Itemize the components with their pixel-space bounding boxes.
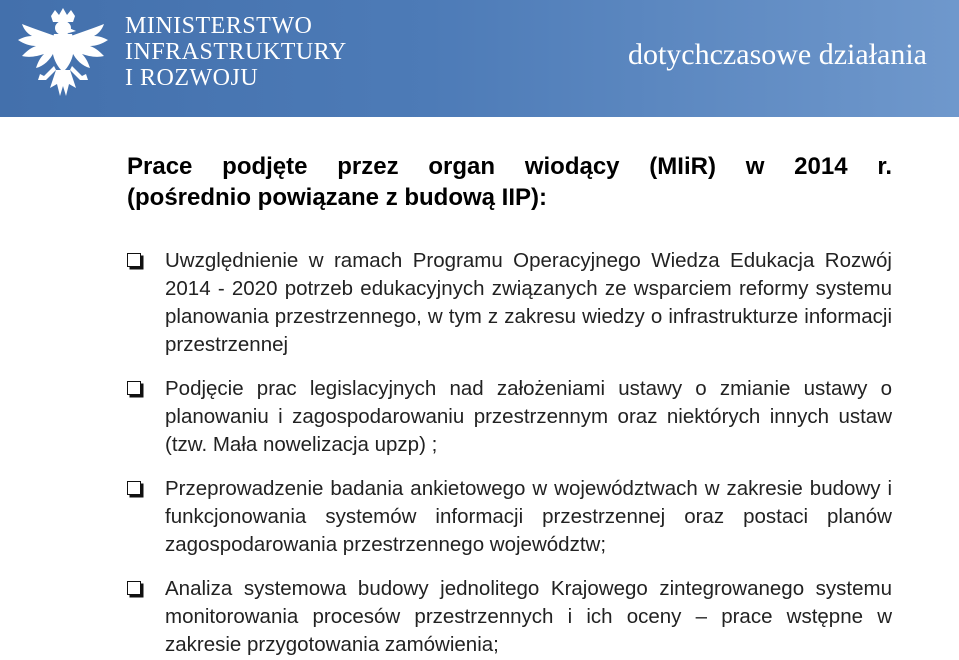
ministry-line-2: INFRASTRUKTURY <box>125 39 347 65</box>
list-item-text: Podjęcie prac legislacyjnych nad założeniami ustawy o zmianie ustawy o planowaniu i zagospodarowaniu przestrzennym oraz niektórych innych ustaw (tzw. Mała nowelizacja upzp) ; <box>165 377 892 456</box>
heading-word: w <box>745 153 765 180</box>
ministry-line-1: MINISTERSTWO <box>125 13 313 39</box>
ministry-name <box>125 13 347 91</box>
list-item <box>127 375 892 459</box>
list-item-text: Przeprowadzenie badania ankietowego w województwach w zakresie budowy i funkcjonowania systemów informacji przestrzennej oraz postaci planów zagospodarowania przestrzennego województw; <box>165 477 892 556</box>
bullet-list <box>127 247 892 659</box>
checkbox-icon <box>127 581 141 595</box>
heading-word: przez <box>337 153 399 180</box>
checkbox-icon <box>127 481 141 495</box>
polish-eagle-icon <box>10 6 116 112</box>
heading-word: r. <box>877 153 892 180</box>
header-banner <box>0 0 959 117</box>
main-content <box>127 151 892 660</box>
list-item <box>127 475 892 559</box>
section-heading <box>127 151 892 213</box>
checkbox-icon <box>127 253 141 267</box>
heading-word: 2014 <box>794 153 848 180</box>
heading-word: Prace <box>127 153 193 180</box>
list-item <box>127 247 892 359</box>
heading-word: podjęte <box>222 153 308 180</box>
ministry-line-3: I ROZWOJU <box>125 65 259 91</box>
heading-word: organ <box>428 153 496 180</box>
heading-line-2: (pośrednio powiązane z budową IIP): <box>127 184 548 211</box>
slide-title: dotychczasowe działania <box>627 38 927 71</box>
checkbox-icon <box>127 381 141 395</box>
heading-word: (MIiR) <box>649 153 716 180</box>
heading-line-1 <box>127 151 892 182</box>
list-item-text: Uwzględnienie w ramach Programu Operacyjnego Wiedza Edukacja Rozwój 2014 - 2020 potrzeb edukacyjnych związanych ze wsparciem reformy systemu planowania przestrzennego, w tym z zakresu wiedzy o infrastrukturze informacji przestrzennej <box>165 249 892 356</box>
list-item-text: Analiza systemowa budowy jednolitego Krajowego zintegrowanego systemu monitorowania procesów przestrzennych i ich oceny – prace wstępne w zakresie przygotowania zamówienia; <box>165 577 892 656</box>
heading-word: wiodący <box>524 153 620 180</box>
list-item <box>127 575 892 659</box>
